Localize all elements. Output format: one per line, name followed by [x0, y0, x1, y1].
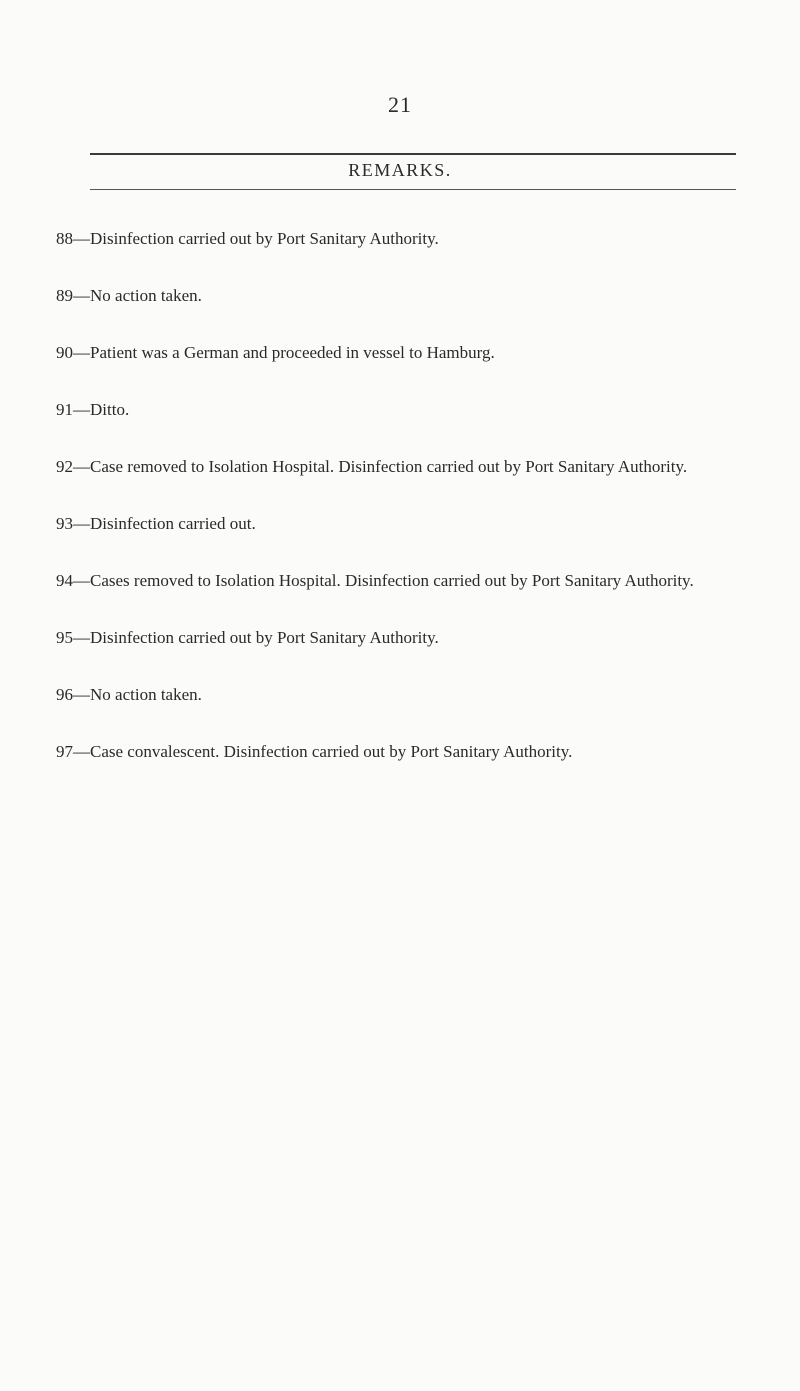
remark-number: 96	[56, 685, 73, 704]
remark-text: —Patient was a German and proceeded in vessel to Hamburg.	[73, 343, 495, 362]
remark-text: —Disinfection carried out by Port Sanitary Authority.	[73, 628, 439, 647]
remark-95	[56, 627, 738, 649]
heading-bottom-rule	[90, 189, 736, 190]
remark-number: 93	[56, 514, 73, 533]
remark-89	[56, 285, 738, 307]
remark-text: —Disinfection carried out by Port Sanitary Authority.	[73, 229, 439, 248]
page-number: 21	[388, 92, 412, 117]
remark-text: —Case removed to Isolation Hospital. Disinfection carried out by Port Sanitary Authority.	[73, 457, 688, 476]
page-title: REMARKS.	[348, 160, 452, 180]
remark-number: 89	[56, 286, 73, 305]
remark-number: 94	[56, 571, 73, 590]
remark-91	[56, 399, 738, 421]
remark-number: 90	[56, 343, 73, 362]
remark-number: 95	[56, 628, 73, 647]
remarks-list	[56, 228, 738, 798]
remark-number: 88	[56, 229, 73, 248]
heading-top-rule	[90, 153, 736, 155]
remark-text: —Case convalescent. Disinfection carried out by Port Sanitary Authority.	[73, 742, 573, 761]
remark-90	[56, 342, 738, 364]
remark-96	[56, 684, 738, 706]
remark-97	[56, 741, 738, 763]
remark-number: 92	[56, 457, 73, 476]
remark-text: —No action taken.	[73, 685, 202, 704]
remark-text: —Ditto.	[73, 400, 130, 419]
remark-88	[56, 228, 738, 250]
remark-text: —No action taken.	[73, 286, 202, 305]
remark-number: 97	[56, 742, 73, 761]
remark-94	[56, 570, 738, 592]
remark-number: 91	[56, 400, 73, 419]
remark-text: —Cases removed to Isolation Hospital. Disinfection carried out by Port Sanitary Authority.	[73, 571, 694, 590]
remark-text: —Disinfection carried out.	[73, 514, 256, 533]
remark-92	[56, 456, 738, 478]
remark-93	[56, 513, 738, 535]
